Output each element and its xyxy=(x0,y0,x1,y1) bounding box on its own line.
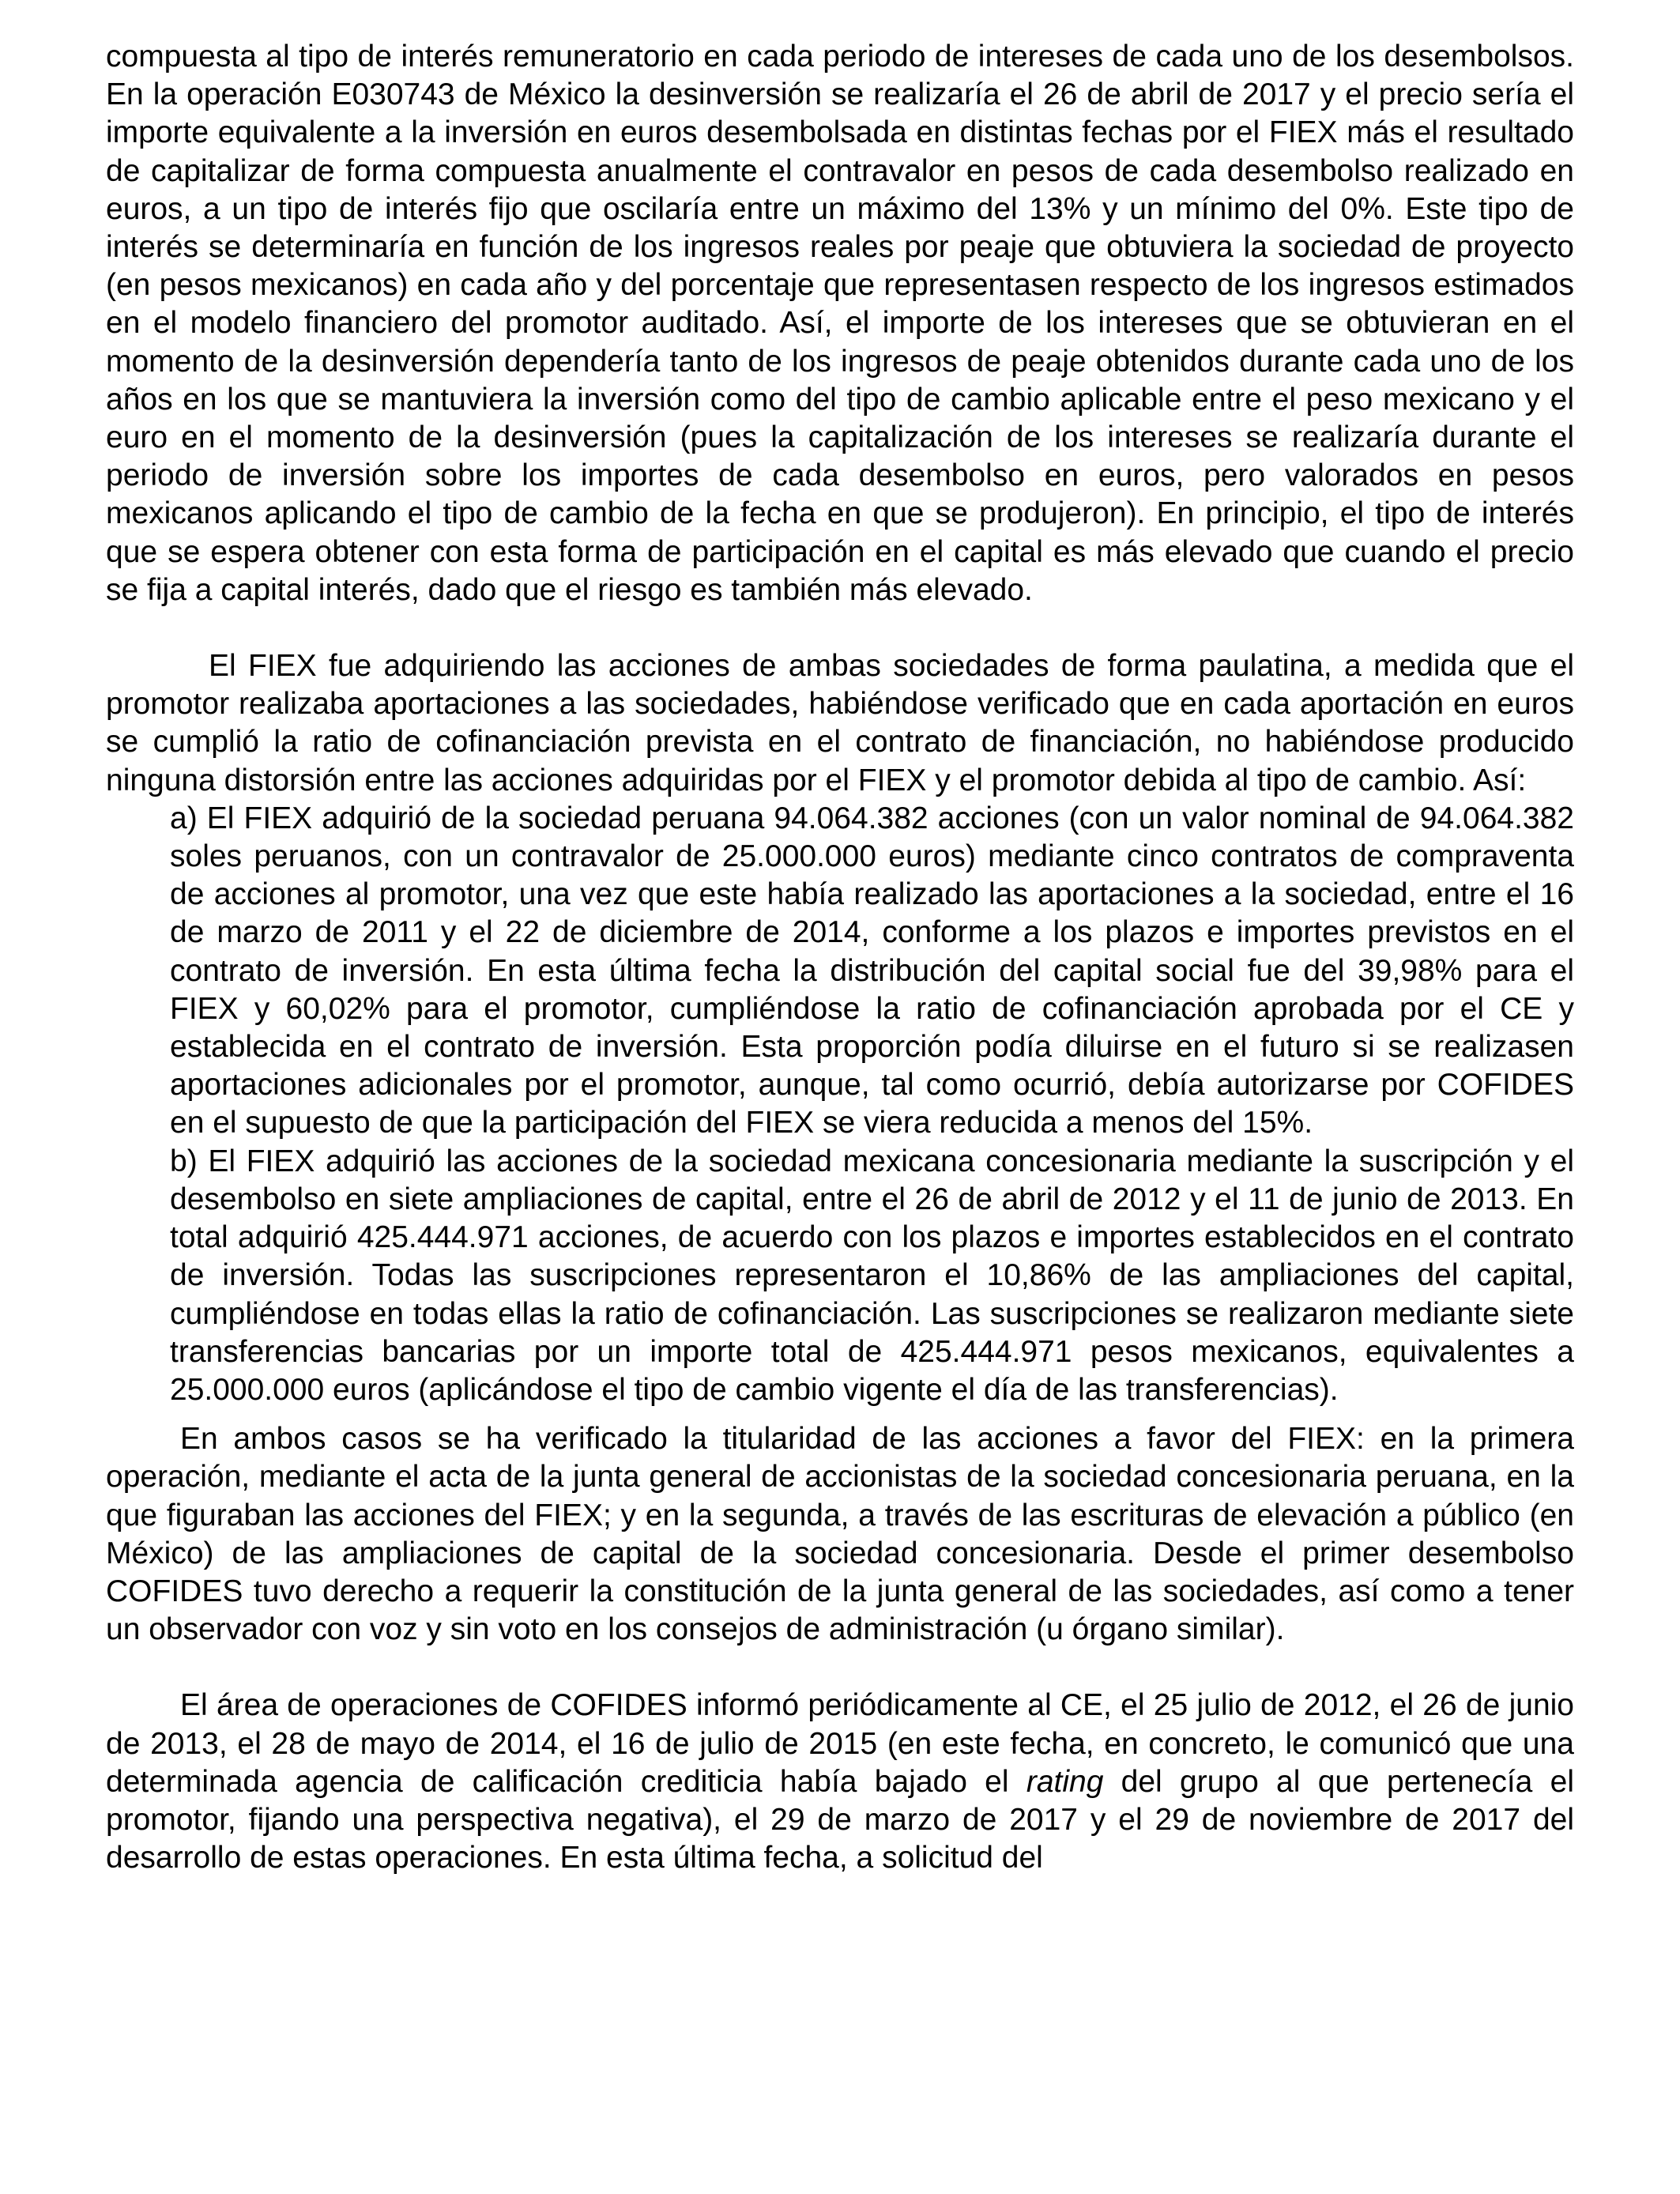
paragraph-text-after: del grupo al que pertenecía el promotor, fijando una perspectiva negativa), el 29 de marzo de 2017 y el 29 de noviembre de 2017 del desarrollo de estas operaciones. En esta última fecha, a solicitud del xyxy=(106,1764,1574,1875)
emphasis-rating: rating xyxy=(1026,1764,1104,1799)
paragraph-ownership-verification: En ambos casos se ha verificado la titularidad de las acciones a favor del FIEX: en la primera operación, mediante el acta de la junta general de accionistas de la sociedad concesionaria peruana, en la que figuraban las acciones del FIEX; y en la segunda, a través de las escrituras de elevación a público (en México) de las ampliaciones de capital de la sociedad concesionaria. Desde el primer desembolso COFIDES tuvo derecho a requerir la constitución de la junta general de las sociedades, así como a tener un observador con voz y sin voto en los consejos de administración (u órgano similar). xyxy=(106,1422,1574,1647)
document-page xyxy=(106,38,1574,1877)
list-item-peru: a) El FIEX adquirió de la sociedad peruana 94.064.382 acciones (con un valor nominal de 94.064.382 soles peruanos, con un contravalor de 25.000.000 euros) mediante cinco contratos de compraventa de acciones al promotor, una vez que este había realizado las aportaciones a la sociedad, entre el 16 de marzo de 2011 y el 22 de diciembre de 2014, conforme a los plazos e importes previstos en el contrato de inversión. En esta última fecha la distribución del capital social fue del 39,98% para el FIEX y 60,02% para el promotor, cumpliéndose la ratio de cofinanciación aprobada por el CE y establecida en el contrato de inversión. Esta proporción podía diluirse en el futuro si se realizasen aportaciones adicionales por el promotor, aunque, tal como ocurrió, debía autorizarse por COFIDES en el supuesto de que la participación del FIEX se viera reducida a menos del 15%. xyxy=(170,801,1574,1140)
paragraph-share-acquisition: El FIEX fue adquiriendo las acciones de ambas sociedades de forma paulatina, a medida que el promotor realizaba aportaciones a las sociedades, habiéndose verificado que en cada aportación en euros se cumplió la ratio de cofinanciación prevista en el contrato de financiación, no habiéndose producido ninguna distorsión entre las acciones adquiridas por el FIEX y el promotor debida al tipo de cambio. Así: xyxy=(106,649,1574,797)
paragraph-capitalization: compuesta al tipo de interés remuneratorio en cada periodo de intereses de cada uno de los desembolsos. En la operación E030743 de México la desinversión se realizaría el 26 de abril de 2017 y el precio sería el importe equivalente a la inversión en euros desembolsada en distintas fechas por el FIEX más el resultado de capitalizar de forma compuesta anualmente el contravalor en pesos de cada desembolso realizado en euros, a un tipo de interés fijo que oscilaría entre un máximo del 13% y un mínimo del 0%. Este tipo de interés se determinaría en función de los ingresos reales por peaje que obtuviera la sociedad de proyecto (en pesos mexicanos) en cada año y del porcentaje que representasen respecto de los ingresos estimados en el modelo financiero del promotor auditado. Así, el importe de los intereses que se obtuvieran en el momento de la desinversión dependería tanto de los ingresos de peaje obtenidos durante cada uno de los años en los que se mantuviera la inversión como del tipo de cambio aplicable entre el peso mexicano y el euro en el momento de la desinversión (pues la capitalización de los intereses se realizaría durante el periodo de inversión sobre los importes de cada desembolso en euros, pero valorados en pesos mexicanos aplicando el tipo de cambio de la fecha en que se produjeron). En principio, el tipo de interés que se espera obtener con esta forma de participación en el capital es más elevado que cuando el precio se fija a capital interés, dado que el riesgo es también más elevado. xyxy=(106,40,1574,607)
paragraph-text-before: El área de operaciones de COFIDES informó periódicamente al CE, el 25 julio de 2012, el 26 de junio de 2013, el 28 de mayo de 2014, el 16 de julio de 2015 (en este fecha, en concreto, le comunicó que una determinada agencia de calificación crediticia había bajado el xyxy=(106,1688,1574,1799)
list-item-mexico: b) El FIEX adquirió las acciones de la sociedad mexicana concesionaria mediante la suscripción y el desembolso en siete ampliaciones de capital, entre el 26 de abril de 2012 y el 11 de junio de 2013. En total adquirió 425.444.971 acciones, de acuerdo con los plazos e importes establecidos en el contrato de inversión. Todas las suscripciones representaron el 10,86% de las ampliaciones del capital, cumpliéndose en todas ellas la ratio de cofinanciación. Las suscripciones se realizaron mediante siete transferencias bancarias por un importe total de 425.444.971 pesos mexicanos, equivalentes a 25.000.000 euros (aplicándose el tipo de cambio vigente el día de las transferencias). xyxy=(170,1144,1574,1407)
paragraph-ce-reporting xyxy=(106,1687,1574,1877)
